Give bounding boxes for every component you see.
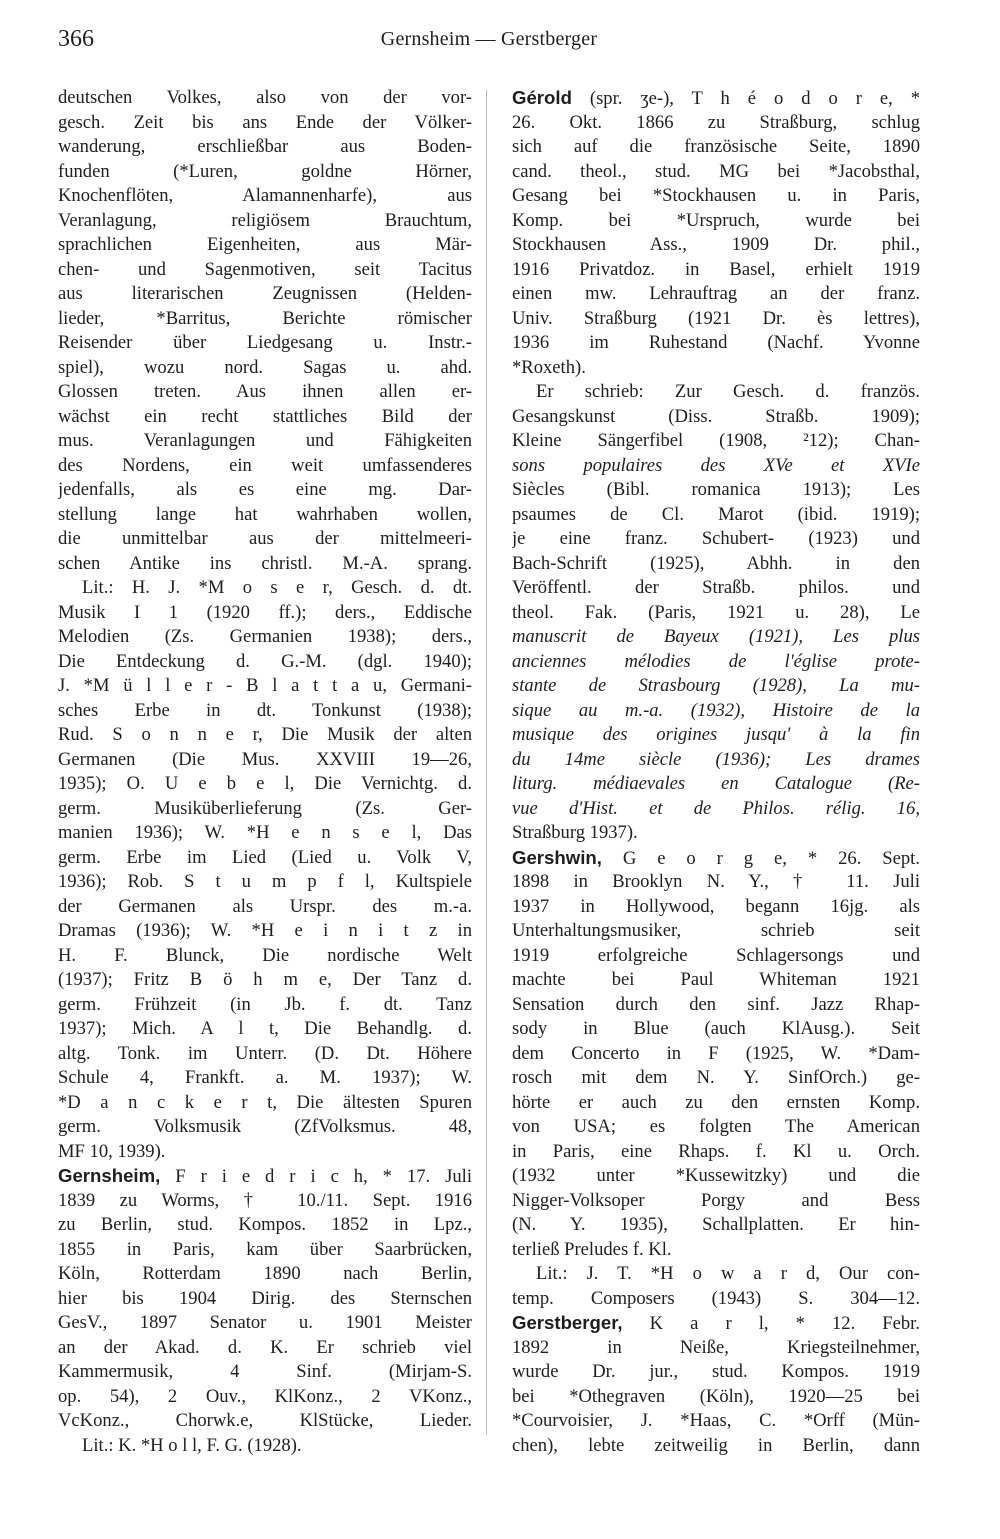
- text-line: J. *M ü l l e r - B l a t t a u, Germani-: [58, 675, 472, 696]
- text-line: dem Concerto in F (1925, W. *Dam-: [512, 1042, 920, 1064]
- headword: Gérold: [512, 87, 572, 108]
- text-line: theol. Fak. (Paris, 1921 u. 28), Le: [512, 601, 920, 623]
- text-line: Die Entdeckung d. G.-M. (dgl. 1940);: [58, 650, 472, 672]
- entry-gerstberger-heading: Gerstberger, K a r l, * 12. Febr.: [512, 1312, 920, 1334]
- text-line: MF 10, 1939).: [58, 1140, 166, 1162]
- text-line: cand. theol., stud. MG bei *Jacobsthal,: [512, 160, 920, 182]
- text-line: (1937); Fritz B ö h m e, Der Tanz d.: [58, 969, 472, 990]
- text-line: vue d'Hist. et de Philos. rélig. 16,: [512, 797, 920, 819]
- text-line: germ. Musiküberlieferung (Zs. Ger-: [58, 797, 472, 819]
- text-line: des Nordens, ein weit umfassenderes: [58, 454, 472, 476]
- text-line: 1898 in Brooklyn N. Y., † 11. Juli: [512, 871, 920, 892]
- text-line: (1932 unter *Kussewitzky) und die: [512, 1165, 920, 1186]
- text-line: zu Berlin, stud. Kompos. 1852 in Lpz.,: [58, 1214, 472, 1235]
- text-line: Nigger-Volksoper Porgy and Bess: [512, 1189, 920, 1211]
- text-line: Lit.: H. J. *M o s e r, Gesch. d. dt.: [82, 577, 472, 598]
- text-line: 1919 erfolgreiche Schlagersongs und: [512, 944, 920, 966]
- text-line: manuscrit de Bayeux (1921), Les plus: [512, 626, 920, 647]
- text-line: sique au m.-a. (1932), Histoire de la: [512, 699, 920, 721]
- text-line: liturg. médiaevales en Catalogue (Re-: [512, 773, 920, 794]
- text-line: Musik I 1 (1920 ff.); ders., Eddische: [58, 601, 472, 623]
- entry-gernsheim-heading: Gernsheim, F r i e d r i c h, * 17. Juli: [58, 1165, 472, 1187]
- text-line: sons populaires des XVe et XVIe: [512, 454, 920, 476]
- text-line: Unterhaltungsmusiker, schrieb seit: [512, 920, 920, 941]
- text-line: Germanen (Die Mus. XXVIII 19—26,: [58, 748, 472, 770]
- text-line: 1936 im Ruhestand (Nachf. Yvonne: [512, 332, 920, 353]
- text-line: Dramas (1936); W. *H e i n i t z in: [58, 920, 472, 941]
- text-line: VcKonz., Chorwk.e, KlStücke, Lieder.: [58, 1410, 472, 1431]
- column-divider: [486, 90, 487, 1435]
- text-line: manien 1936); W. *H e n s e l, Das: [58, 822, 472, 843]
- text-line: hörte er auch zu den ernsten Komp.: [512, 1091, 920, 1113]
- text-line: in Paris, eine Rhaps. f. Kl u. Orch.: [512, 1140, 920, 1162]
- text-line: *Courvoisier, J. *Haas, C. *Orff (Mün-: [512, 1410, 920, 1431]
- text-line: gesch. Zeit bis ans Ende der Völker-: [58, 111, 472, 133]
- text-line: sody in Blue (auch KlAusg.). Seit: [512, 1018, 920, 1039]
- right-column: [512, 86, 920, 1458]
- text-line: germ. Volksmusik (ZfVolksmus. 48,: [58, 1116, 472, 1137]
- text-line: germ. Frühzeit (in Jb. f. dt. Tanz: [58, 993, 472, 1015]
- text-line: stellung lange hat wahrhaben wollen,: [58, 503, 472, 525]
- text-line: musique des origines jusqu' à la fin: [512, 724, 920, 745]
- text-line: Siècles (Bibl. romanica 1913); Les: [512, 479, 920, 500]
- text-line: H. F. Blunck, Die nordische Welt: [58, 944, 472, 966]
- text-line: 1936); Rob. S t u m p f l, Kultspiele: [58, 871, 472, 892]
- text-line: Glossen treten. Aus ihnen allen er-: [58, 381, 472, 402]
- text-line: Schule 4, Frankft. a. M. 1937); W.: [58, 1067, 472, 1088]
- text-line: du 14me siècle (1936); Les drames: [512, 748, 920, 770]
- entry-gerold-heading: Gérold (spr. ʒe-), T h é o d o r e, *: [512, 87, 920, 109]
- text-line: Köln, Rotterdam 1890 nach Berlin,: [58, 1263, 472, 1284]
- text-line: Straßburg 1937).: [512, 822, 638, 843]
- running-title: Gernsheim — Gerstberger: [380, 28, 598, 50]
- headword: Gernsheim,: [58, 1165, 161, 1186]
- text-line: Univ. Straßburg (1921 Dr. ès lettres),: [512, 307, 920, 329]
- text-line: 1937); Mich. A l t, Die Behandlg. d.: [58, 1018, 472, 1039]
- text-line: Veranlagung, religiösem Brauchtum,: [58, 209, 472, 231]
- text-line: mus. Veranlagungen und Fähigkeiten: [58, 430, 472, 451]
- text-line: chen- und Sagenmotiven, seit Tacitus: [58, 258, 472, 280]
- text-line: 1935); O. U e b e l, Die Vernichtg. d.: [58, 773, 472, 794]
- text-line: Er schrieb: Zur Gesch. d. französ.: [536, 381, 920, 402]
- text-line: schen Antike ins christl. M.-A. sprang.: [58, 552, 472, 574]
- text-line: altg. Tonk. im Unterr. (D. Dt. Höhere: [58, 1042, 472, 1064]
- text-line: Kleine Sängerfibel (1908, ²12); Chan-: [512, 430, 920, 451]
- page-header: [58, 26, 920, 62]
- text-line: wächst ein recht stattliches Bild der: [58, 405, 472, 427]
- text-line: Lit.: K. *H o l l, F. G. (1928).: [82, 1434, 302, 1456]
- text-line: je eine franz. Schubert- (1923) und: [512, 528, 920, 549]
- text-line: op. 54), 2 Ouv., KlKonz., 2 VKonz.,: [58, 1385, 472, 1407]
- text-line: 26. Okt. 1866 zu Straßburg, schlug: [512, 111, 920, 133]
- entry-gershwin-heading: Gershwin, G e o r g e, * 26. Sept.: [512, 846, 920, 869]
- text-line: temp. Composers (1943) S. 304—12.: [512, 1287, 920, 1309]
- text-line: 1916 Privatdoz. in Basel, erhielt 1919: [512, 258, 920, 280]
- text-line: GesV., 1897 Senator u. 1901 Meister: [58, 1312, 472, 1333]
- headword: Gershwin,: [512, 846, 602, 868]
- text-line: einen mw. Lehrauftrag an der franz.: [512, 283, 920, 304]
- text-line: Veröffentl. der Straßb. philos. und: [512, 577, 920, 598]
- text-line: Stockhausen Ass., 1909 Dr. phil.,: [512, 234, 920, 255]
- text-line: wurde Dr. jur., stud. Kompos. 1919: [512, 1361, 920, 1382]
- text-line: *Roxeth).: [512, 356, 586, 378]
- text-line: lieder, *Barritus, Berichte römischer: [58, 307, 472, 329]
- text-line: die unmittelbar aus der mittelmeeri-: [58, 528, 472, 549]
- text-line: bei *Othegraven (Köln), 1920—25 bei: [512, 1385, 920, 1407]
- text-line: jedenfalls, als es eine mg. Dar-: [58, 479, 472, 500]
- text-line: machte bei Paul Whiteman 1921: [512, 969, 920, 990]
- text-line: Rud. S o n n e r, Die Musik der alten: [58, 724, 472, 745]
- text-line: (N. Y. 1935), Schallplatten. Er hin-: [512, 1214, 920, 1235]
- text-line: Knochenflöten, Alamannenharfe), aus: [58, 185, 472, 206]
- text-line: wanderung, erschließbar aus Boden-: [58, 136, 472, 157]
- text-line: chen), lebte zeitweilig in Berlin, dann: [512, 1434, 920, 1456]
- text-line: Gesang bei *Stockhausen u. in Paris,: [512, 185, 920, 206]
- text-line: sich auf die französische Seite, 1890: [512, 136, 920, 157]
- text-line: Gesangskunst (Diss. Straßb. 1909);: [512, 405, 920, 427]
- text-line: der Germanen als Urspr. des m.-a.: [58, 895, 472, 917]
- text-line: Kammermusik, 4 Sinf. (Mirjam-S.: [58, 1361, 472, 1382]
- text-line: anciennes mélodies de l'église prote-: [512, 650, 920, 672]
- text-line: 1937 in Hollywood, begann 16jg. als: [512, 895, 920, 917]
- text-line: von USA; es folgten The American: [512, 1116, 920, 1137]
- text-line: spiel), wozu nord. Sagas u. ahd.: [58, 356, 472, 378]
- text-line: sprachlichen Eigenheiten, aus Mär-: [58, 234, 472, 255]
- text-line: hier bis 1904 Dirig. des Sternschen: [58, 1287, 472, 1309]
- text-line: Melodien (Zs. Germanien 1938); ders.,: [58, 626, 472, 647]
- text-line: rosch mit dem N. Y. SinfOrch.) ge-: [512, 1067, 920, 1088]
- text-line: Lit.: J. T. *H o w a r d, Our con-: [536, 1263, 920, 1284]
- text-line: aus literarischen Zeugnissen (Helden-: [58, 283, 472, 304]
- text-line: Reisender über Liedgesang u. Instr.-: [58, 332, 472, 353]
- page-number: 366: [58, 26, 94, 52]
- text-line: 1892 in Neiße, Kriegsteilnehmer,: [512, 1336, 920, 1358]
- text-line: Bach-Schrift (1925), Abhh. in den: [512, 552, 920, 574]
- text-line: terließ Preludes f. Kl.: [512, 1238, 672, 1260]
- text-line: Komp. bei *Urspruch, wurde bei: [512, 209, 920, 231]
- text-line: an der Akad. d. K. Er schrieb viel: [58, 1336, 472, 1358]
- text-line: stante de Strasbourg (1928), La mu-: [512, 675, 920, 696]
- headword: Gerstberger,: [512, 1312, 623, 1333]
- text-line: psaumes de Cl. Marot (ibid. 1919);: [512, 503, 920, 525]
- left-column: [58, 86, 472, 1458]
- text-line: *D a n c k e r t, Die ältesten Spuren: [58, 1091, 472, 1113]
- text-line: Sensation durch den sinf. Jazz Rhap-: [512, 993, 920, 1015]
- text-line: 1839 zu Worms, † 10./11. Sept. 1916: [58, 1189, 472, 1211]
- text-line: 1855 in Paris, kam über Saarbrücken,: [58, 1238, 472, 1260]
- text-line: deutschen Volkes, also von der vor-: [58, 87, 472, 108]
- text-line: funden (*Luren, goldne Hörner,: [58, 160, 472, 182]
- text-line: germ. Erbe im Lied (Lied u. Volk V,: [58, 846, 472, 868]
- text-line: sches Erbe in dt. Tonkunst (1938);: [58, 699, 472, 721]
